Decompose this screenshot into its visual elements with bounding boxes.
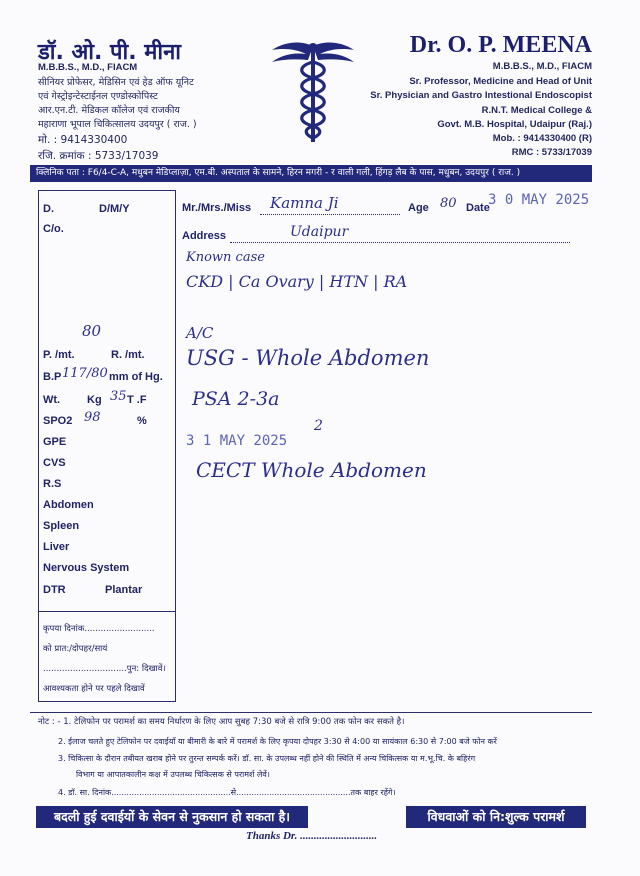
- pulse-value: 80: [82, 322, 102, 340]
- rx-note-3: A/C: [186, 324, 214, 342]
- spo2-unit: %: [137, 415, 147, 427]
- resp-label: R. /mt.: [111, 349, 145, 361]
- pulse-label: P. /mt.: [43, 349, 75, 361]
- gpe-label: GPE: [43, 436, 67, 448]
- temp-label: T .F: [127, 394, 147, 406]
- rx-note-7-text: CECT Whole Abdomen: [196, 458, 427, 482]
- rx-note-5: PSA 2-3a: [192, 388, 280, 410]
- hindi-designation-4: महाराणा भूपाल चिकित्सालय उदयपुर ( राज. ): [38, 119, 197, 130]
- warning-bar: बदली हुई दवाईयों के सेवन से नुकसान हो सकता है।: [36, 806, 308, 828]
- degrees-hindi-side: M.B.B.S., M.D., FIACM: [38, 62, 138, 73]
- hindi-designation-1: सीनियर प्रोफेसर, मेडिसिन एवं हेड ऑफ यूनिट: [38, 77, 194, 88]
- note-3b: विभाग या आपातकालीन कक्ष में उपलब्ध चिकित्सक से परामर्श लेवें।: [76, 770, 270, 779]
- address-label: Address: [182, 230, 227, 242]
- rx-note-2: CKD | Ca Ovary | HTN | RA: [186, 272, 408, 291]
- plantar-label: Plantar: [105, 584, 143, 596]
- patient-name-value: Kamna Ji: [270, 194, 339, 212]
- bp-label: B.P: [43, 371, 62, 383]
- hindi-designation-3: आर.एन.टी. मेडिकल कॉलेज एवं राजकीय: [38, 105, 180, 116]
- note-3: 3. चिकित्सा के दौरान तबीयत खराब होने पर तुरन्त सम्पर्क करें। डॉ. सा. के उपलब्ध नहीं होने की स्थिति में अन्य चिकित्सक या म.भू.चि. के बहिरंग: [58, 754, 476, 763]
- hindi-designation-2: एवं गेस्ट्रोइन्टेस्टाईनल एण्डोस्कोपिस्ट: [38, 91, 158, 102]
- clinic-address-bar: क्लिनिक पता : F6/4-C-A, मधुबन मेडिप्लाज़ा, एम.बी. अस्पताल के सामने, हिरन मगरी - र वाली गली, हिंगड़ लैब के पास, मधुबन, उदयपुर ( राज. ): [30, 165, 592, 182]
- english-rmc: RMC : 5733/17039: [511, 147, 592, 158]
- date-label: D.: [43, 203, 54, 215]
- free-consult-bar: विधवाओं को नि:शुल्क परामर्श: [406, 806, 586, 828]
- weight-label: Wt.: [43, 394, 61, 406]
- cvs-label: CVS: [43, 457, 66, 469]
- hindi-reg: रजि. क्रमांक : 5733/17039: [38, 150, 159, 162]
- doctor-name-hindi: डॉ. ओ. पी. मीना: [38, 40, 181, 65]
- english-designation-3: R.N.T. Medical College &: [481, 105, 592, 116]
- note-2: 2. ईलाज चलते हुए टेलिफोन पर दवाईयाँ या बीमारी के बारे में परामर्श के लिए कृपया दोपहर 3:30 से 4:00 या सायंकाल 6:30 से 7:00 बजे फोन करें: [58, 737, 497, 746]
- english-designation-4: Govt. M.B. Hospital, Udaipur (Raj.): [437, 119, 592, 130]
- followup-line-3: ...............................पुन: दिखावें।: [43, 664, 166, 674]
- degrees-english: M.B.B.S., M.D., FIACM: [492, 61, 592, 72]
- rx-note-4: USG - Whole Abdomen: [186, 346, 430, 370]
- date-stamp: 3 0 MAY 2025: [488, 192, 590, 208]
- abdomen-label: Abdomen: [43, 499, 94, 511]
- spleen-label: Spleen: [43, 520, 80, 532]
- note-4: 4. डॉ. सा. दिनांक...............................................से.............................................तक बाहर रहेंगे।: [58, 788, 396, 797]
- dtr-label: DTR: [43, 584, 66, 596]
- weight-value: 35: [110, 389, 127, 404]
- vitals-box: [38, 190, 176, 702]
- spo2-label: SPO2: [43, 415, 73, 427]
- bp-unit: mm of Hg.: [109, 371, 163, 383]
- liver-label: Liver: [43, 541, 70, 553]
- note-1: नोट : - 1. टेलिफोन पर परामर्श का समय निर्धारण के लिए आप सुबह 7:30 बजे से रात्रि 9:00 तक फोन कर सकते है।: [38, 717, 405, 727]
- co-label: C/o.: [43, 223, 64, 235]
- age-value: 80: [440, 196, 457, 211]
- followup-line-2: को प्रात:/दोपहर/सायं: [43, 644, 108, 654]
- nervous-system-label: Nervous System: [43, 562, 130, 574]
- spo2-value: 98: [84, 410, 101, 425]
- date-format-label: D/M/Y: [99, 203, 130, 215]
- patient-name-label: Mr./Mrs./Miss: [182, 202, 252, 214]
- doctor-name-english: Dr. O. P. MEENA: [409, 32, 592, 58]
- weight-unit: Kg: [87, 394, 102, 406]
- age-label: Age: [408, 202, 429, 214]
- caduceus-icon: [270, 38, 356, 148]
- thanks-line: Thanks Dr. ............................: [246, 830, 378, 842]
- date-stamp-2: 3 1 MAY 2025: [186, 433, 288, 449]
- rx-note-7: [196, 436, 427, 482]
- english-designation-2: Sr. Physician and Gastro Intestional Endoscopist: [370, 90, 592, 101]
- hindi-mobile: मो. : 9414330400: [38, 134, 128, 146]
- followup-line-4: आवश्यकता होने पर पहले दिखावें: [43, 684, 145, 694]
- date-field-label: Date: [466, 202, 490, 214]
- bp-value: 117/80: [62, 366, 108, 381]
- rs-label: R.S: [43, 478, 62, 490]
- rx-note-1: Known case: [186, 250, 265, 265]
- followup-line-1: कृपया दिनांक..........................: [43, 624, 155, 634]
- english-designation-1: Sr. Professor, Medicine and Head of Unit: [409, 76, 592, 87]
- english-mobile: Mob. : 9414330400 (R): [492, 133, 592, 144]
- address-value: Udaipur: [290, 224, 349, 240]
- rx-note-6: 2: [314, 418, 323, 434]
